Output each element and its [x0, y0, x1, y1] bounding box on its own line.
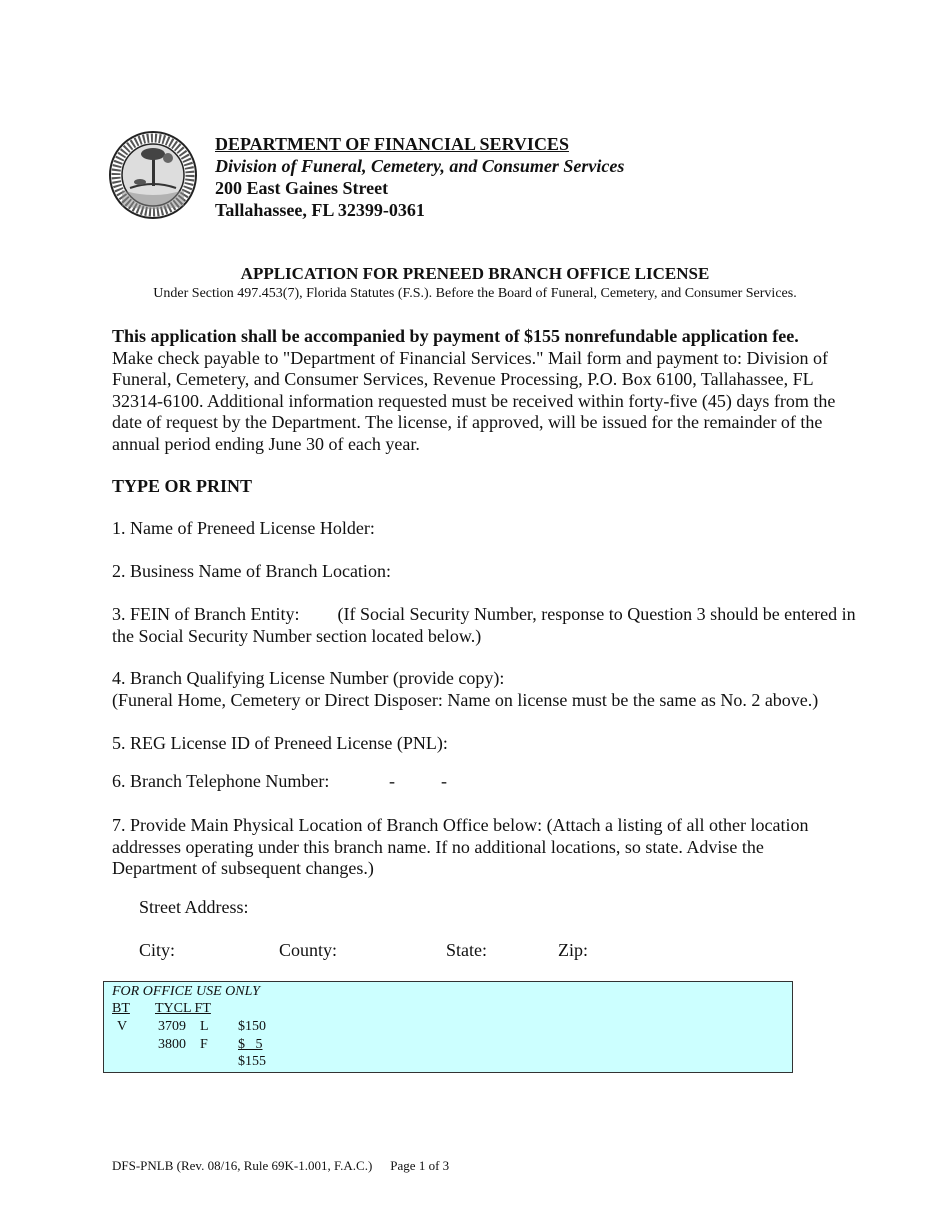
instructions-paragraph [112, 326, 852, 455]
question-7-label: 7. Provide Main Physical Location of Branch Office below: (Attach a listing of all other location addresses operating under this branch name. If no additional locations, so state. Advise the Department of subsequent changes.) [112, 815, 809, 878]
form-id: DFS-PNLB (Rev. 08/16, Rule 69K-1.001, F.A.C.) [112, 1158, 373, 1173]
question-2-label: 2. Business Name of Branch Location: [112, 561, 391, 581]
question-6-label: 6. Branch Telephone Number: [112, 771, 330, 791]
street-address-label: Street Address: [139, 897, 249, 917]
florida-state-seal-icon [108, 130, 198, 220]
page-footer [112, 1158, 449, 1174]
row2-code: 3800 [158, 1037, 186, 1052]
division-name: Division of Funeral, Cemetery, and Consumer Services [215, 156, 625, 176]
row1-code: 3709 [158, 1019, 186, 1034]
question-3 [112, 604, 862, 647]
office-use-title: FOR OFFICE USE ONLY [112, 984, 260, 999]
total-amount: $155 [238, 1054, 266, 1069]
question-4 [112, 668, 872, 711]
form-title: APPLICATION FOR PRENEED BRANCH OFFICE LICENSE [240, 264, 710, 283]
street-address-line: 200 East Gaines Street [215, 178, 389, 198]
question-4-note: (Funeral Home, Cemetery or Direct Disposer: Name on license must be the same as No. 2 above.) [112, 689, 819, 710]
phone-dash-2: - [441, 771, 447, 791]
question-4-label: 4. Branch Qualifying License Number (provide copy): [112, 668, 505, 688]
page-number: Page 1 of 3 [390, 1158, 450, 1173]
state-label: State: [446, 940, 487, 960]
zip-label: Zip: [558, 940, 588, 960]
row2-amount: $ 5 [238, 1037, 263, 1052]
question-5-label: 5. REG License ID of Preneed License (PNL): [112, 733, 448, 753]
office-use-box [103, 981, 793, 1073]
bt-header: BT [112, 1001, 130, 1016]
form-subtitle: Under Section 497.453(7), Florida Statutes (F.S.). Before the Board of Funeral, Cemetery, and Consumer Services. [153, 286, 797, 301]
question-1-label: 1. Name of Preneed License Holder: [112, 518, 375, 538]
question-3-label: 3. FEIN of Branch Entity: [112, 604, 300, 624]
phone-dash-1: - [389, 771, 395, 791]
fee-statement: This application shall be accompanied by payment of $155 nonrefundable application fee. [112, 326, 799, 346]
city-label: City: [139, 940, 176, 960]
tycl-ft-header: TYCL FT [155, 1001, 211, 1016]
question-3-note: (If Social Security Number, response to Question 3 should be entered in the Social Security Number section located below.) [112, 604, 856, 646]
row1-amount: $150 [238, 1019, 266, 1034]
bt-value: V [117, 1019, 128, 1034]
department-name: DEPARTMENT OF FINANCIAL SERVICES [215, 134, 569, 154]
city-state-zip-line: Tallahassee, FL 32399-0361 [215, 200, 425, 220]
type-or-print-heading: TYPE OR PRINT [112, 476, 253, 496]
county-label: County: [279, 940, 338, 960]
row1-type: L [200, 1019, 209, 1034]
row2-type: F [200, 1037, 208, 1052]
agency-header [215, 133, 624, 221]
payment-instructions: Make check payable to "Department of Financial Services." Mail form and payment to: Division of Funeral, Cemetery, and Consumer Services, Revenue Processing, P.O. Box 6100, Tallahassee, FL 32314-6100. Additional information requested must be received within forty-five (45) days from the date of request by the Department. The license, if approved, will be issued for the remainder of the annual period ending June 30 of each year. [112, 347, 836, 454]
